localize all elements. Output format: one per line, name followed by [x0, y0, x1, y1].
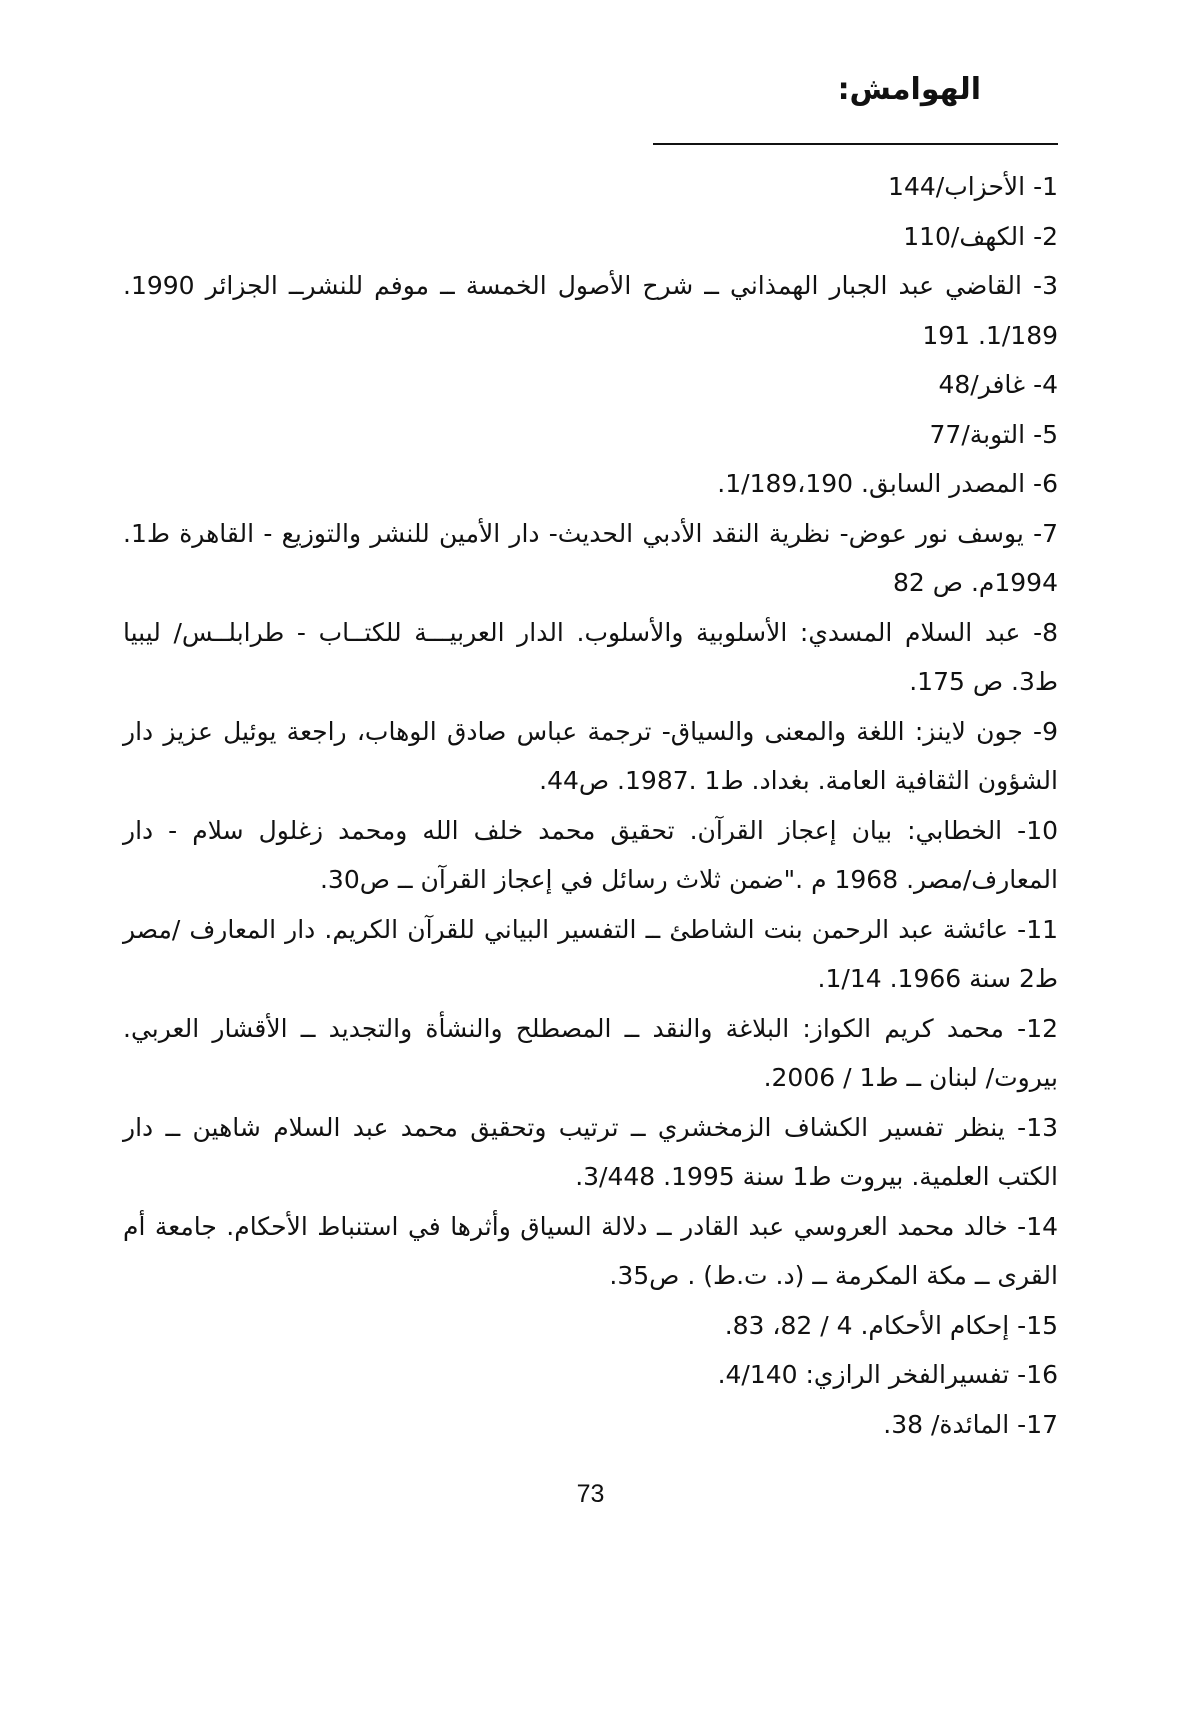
footnote-16: 16- تفسيرالفخر الرازي: 4/140. — [717, 1360, 1058, 1389]
footnote-15: 15- إحكام الأحكام. 4 / 82، 83. — [724, 1310, 1058, 1340]
footnote-12: 12- محمد كريم الكواز: البلاغة والنقد ــ المصطلح والنشأة والتجديد ــ الأقشار العربي. بيروت/ لبنان ــ ط1 / 2006. — [123, 1013, 1058, 1092]
page-heading: الهوامش: — [837, 72, 981, 107]
footnote-4: 4- غافر/48 — [938, 370, 1058, 399]
footnotes-list — [123, 162, 1058, 1449]
footnote-6: 6- المصدر السابق. 1/189،190. — [717, 469, 1058, 498]
footnote-9: 9- جون لاينز: اللغة والمعنى والسياق- ترجمة عباس صادق الوهاب، راجعة يوئيل عزيز دار الشؤون الثقافية العامة. بغداد. ط1 .1987. ص44. — [123, 716, 1058, 795]
page-number: 73 — [576, 1480, 605, 1508]
footnote-14: 14- خالد محمد العروسي عبد القادر ــ دلالة السياق وأثرها في استنباط الأحكام. جامعة أم القرى ــ مكة المكرمة ــ (د. ت.ط) . ص35. — [123, 1211, 1058, 1290]
footnote-1: 1- الأحزاب/144 — [888, 172, 1058, 201]
footnote-2: 2- الكهف/110 — [903, 221, 1058, 251]
footnote-17: 17- المائدة/ 38. — [883, 1409, 1058, 1439]
footnote-3: 3- القاضي عبد الجبار الهمذاني ــ شرح الأصول الخمسة ــ موفم للنشرــ الجزائر 1990. 1/189. 191 — [123, 271, 1058, 350]
footnote-5: 5- التوبة/77 — [929, 419, 1058, 449]
footnote-10: 10- الخطابي: بيان إعجاز القرآن. تحقيق محمد خلف الله ومحمد زغلول سلام - دار المعارف/مصر. 1968 م ."ضمن ثلاث رسائل في إعجاز القرآن ــ ص30. — [123, 815, 1058, 894]
footnote-7: 7- يوسف نور عوض- نظرية النقد الأدبي الحديث- دار الأمين للنشر والتوزيع - القاهرة ط1. 1994م. ص 82 — [123, 518, 1058, 597]
heading-divider — [653, 143, 1058, 145]
footnote-8: 8- عبد السلام المسدي: الأسلوبية والأسلوب. الدار العربيـــة للكتــاب - طرابلــس/ ليبيا ط3. ص 175. — [123, 617, 1058, 696]
footnote-11: 11- عائشة عبد الرحمن بنت الشاطئ ــ التفسير البياني للقرآن الكريم. دار المعارف /مصر ط2 سنة 1966. 1/14. — [123, 914, 1058, 993]
footnote-13: 13- ينظر تفسير الكشاف الزمخشري ــ ترتيب وتحقيق محمد عبد السلام شاهين ــ دار الكتب العلمية. بيروت ط1 سنة 1995. 3/448. — [123, 1112, 1058, 1191]
